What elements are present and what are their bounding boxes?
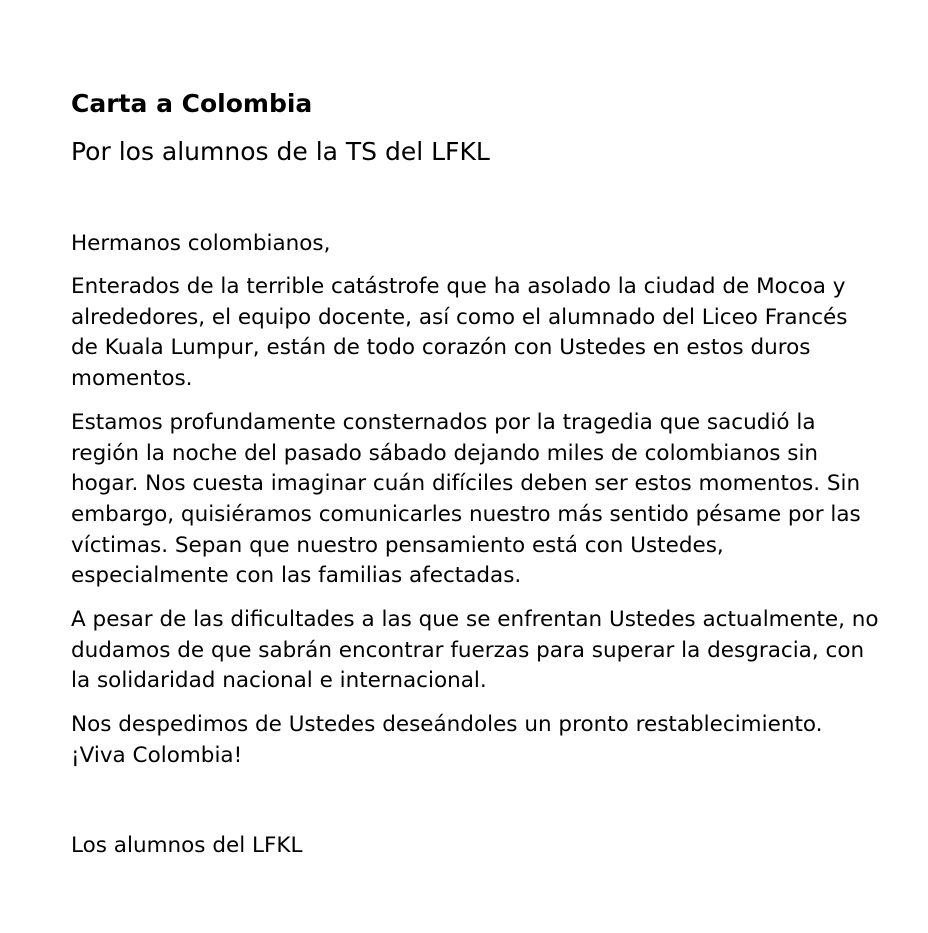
letter-page xyxy=(71,86,881,861)
letter-paragraph-1: Enterados de la terrible catástrofe que ha asolado la ciudad de Mocoa y alrededores, el equipo docente, así como el alumnado del Liceo Francés de Kuala Lumpur, están de todo corazón con Ustedes en estos duros momentos. xyxy=(71,274,848,392)
letter-signature: Los alumnos del LFKL xyxy=(71,832,303,858)
letter-salutation: Hermanos colombianos, xyxy=(71,231,331,256)
letter-paragraph-2: Estamos profundamente consternados por la tragedia que sacudió la región la noche del pasado sábado dejando miles de colombianos sin hogar. Nos cuesta imaginar cuán difíciles deben ser estos momentos. Sin embargo, quisiéramos comunicarles nuestro más sentido pésame por las víctimas. Sepan que nuestro pensamiento está con Ustedes, especialmente con las familias afectadas. xyxy=(71,409,861,589)
letter-paragraph-4: Nos despedimos de Ustedes deseándoles un pronto restablecimiento. ¡Viva Colombia! xyxy=(71,712,823,768)
letter-paragraph-3: A pesar de las dificultades a las que se enfrentan Ustedes actualmente, no dudamos de que sabrán encontrar fuerzas para superar la desgracia, con la solidaridad nacional e internacional. xyxy=(71,607,879,694)
letter-subtitle: Por los alumnos de la TS del LFKL xyxy=(71,137,490,166)
letter-title: Carta a Colombia xyxy=(71,89,313,118)
